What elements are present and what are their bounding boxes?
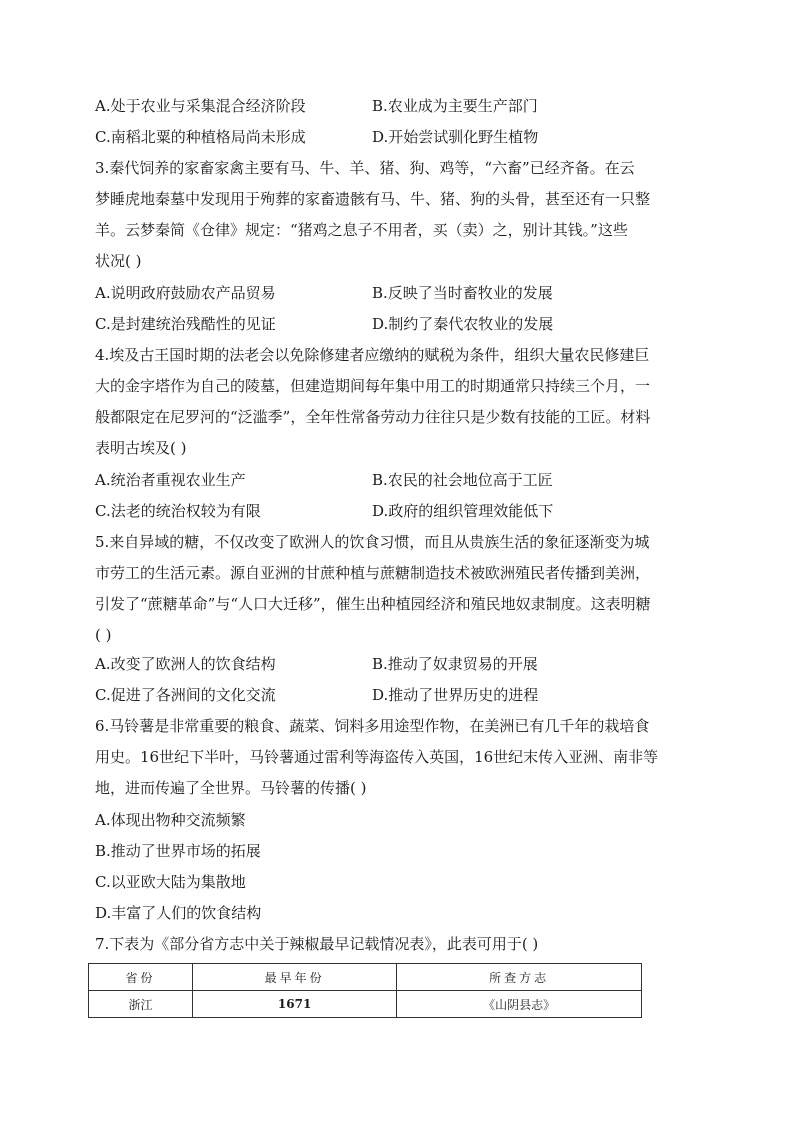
q3-option-a: A.说明政府鼓励农产品贸易 bbox=[95, 284, 276, 302]
q4-option-d: D.政府的组织管理效能低下 bbox=[372, 502, 554, 520]
q5-option-d: D.推动了世界历史的进程 bbox=[372, 686, 539, 704]
chili-record-table bbox=[88, 963, 642, 1018]
q4-option-b: B.农民的社会地位高于工匠 bbox=[372, 471, 553, 489]
q3-option-c: C.是封建统治残酷性的见证 bbox=[95, 315, 276, 333]
q6-stem-line-2: 用史。16世纪下半叶，马铃薯通过雷利等海盗传入英国，16世纪末传入亚洲、南非等 bbox=[95, 748, 659, 766]
q6-stem-line-3: 地，进而传遍了全世界。马铃薯的传播( ) bbox=[95, 779, 367, 797]
q4-option-c: C.法老的统治权较为有限 bbox=[95, 502, 261, 520]
q6-option-d: D.丰富了人们的饮食结构 bbox=[95, 904, 262, 922]
q2-option-a: A.处于农业与采集混合经济阶段 bbox=[95, 97, 306, 115]
table-row bbox=[89, 991, 642, 1018]
q3-stem-line-4: 状况( ) bbox=[95, 252, 142, 270]
q3-stem-line-3: 羊。云梦秦简《仓律》规定：“猪鸡之息子不用者，买（卖）之，别计其钱。”这些 bbox=[95, 221, 628, 239]
q6-option-c: C.以亚欧大陆为集散地 bbox=[95, 873, 246, 891]
q5-stem-line-2: 市劳工的生活元素。源自亚洲的甘蔗种植与蔗糖制造技术被欧洲殖民者传播到美洲， bbox=[95, 564, 651, 582]
q4-stem-line-1: 4.埃及古王国时期的法老会以免除修建者应缴纳的赋税为条件，组织大量农民修建巨 bbox=[95, 346, 650, 364]
q4-option-a: A.统治者重视农业生产 bbox=[95, 471, 246, 489]
q5-option-b: B.推动了奴隶贸易的开展 bbox=[372, 655, 538, 673]
q6-option-a: A.体现出物种交流频繁 bbox=[95, 811, 246, 829]
table-cell-province: 浙江 bbox=[89, 991, 193, 1018]
table-header-gazetteer: 所查方志 bbox=[397, 964, 642, 991]
q3-stem-line-1: 3.秦代饲养的家畜家禽主要有马、牛、羊、猪、狗、鸡等，“六畜”已经齐备。在云 bbox=[95, 159, 635, 177]
q3-option-d: D.制约了秦代农牧业的发展 bbox=[372, 315, 554, 333]
table-header-earliest-year: 最早年份 bbox=[192, 964, 396, 991]
q5-option-c: C.促进了各洲间的文化交流 bbox=[95, 686, 276, 704]
q2-option-b: B.农业成为主要生产部门 bbox=[372, 97, 538, 115]
table-cell-gazetteer: 《山阴县志》 bbox=[397, 991, 642, 1018]
q7-stem: 7.下表为《部分省方志中关于辣椒最早记载情况表》，此表可用于( ) bbox=[95, 935, 539, 953]
q4-stem-line-4: 表明古埃及( ) bbox=[95, 439, 187, 457]
q5-stem-line-4: ( ) bbox=[95, 626, 112, 644]
q5-stem-line-1: 5.来自异域的糖，不仅改变了欧洲人的饮食习惯，而且从贵族生活的象征逐渐变为城 bbox=[95, 533, 650, 551]
q2-option-c: C.南稻北粟的种植格局尚未形成 bbox=[95, 128, 306, 146]
table-header-province: 省份 bbox=[89, 964, 193, 991]
q3-stem-line-2: 梦睡虎地秦墓中发现用于殉葬的家畜遗骸有马、牛、猪、狗的头骨，甚至还有一只整 bbox=[95, 190, 651, 208]
q3-option-b: B.反映了当时畜牧业的发展 bbox=[372, 284, 553, 302]
q5-stem-line-3: 引发了“蔗糖革命”与“人口大迁移”，催生出种植园经济和殖民地奴隶制度。这表明糖 bbox=[95, 595, 651, 613]
table-header-row bbox=[89, 964, 642, 991]
q4-stem-line-2: 大的金字塔作为自己的陵墓，但建造期间每年集中用工的时期通常只持续三个月，一 bbox=[95, 377, 651, 395]
table-cell-year: 1671 bbox=[192, 991, 396, 1018]
q6-stem-line-1: 6.马铃薯是非常重要的粮食、蔬菜、饲料多用途型作物，在美洲已有几千年的栽培食 bbox=[95, 717, 650, 735]
q5-option-a: A.改变了欧洲人的饮食结构 bbox=[95, 655, 276, 673]
q4-stem-line-3: 般都限定在尼罗河的“泛滥季”，全年性常备劳动力往往只是少数有技能的工匠。材料 bbox=[95, 408, 651, 426]
q6-option-b: B.推动了世界市场的拓展 bbox=[95, 842, 261, 860]
q2-option-d: D.开始尝试驯化野生植物 bbox=[372, 128, 539, 146]
